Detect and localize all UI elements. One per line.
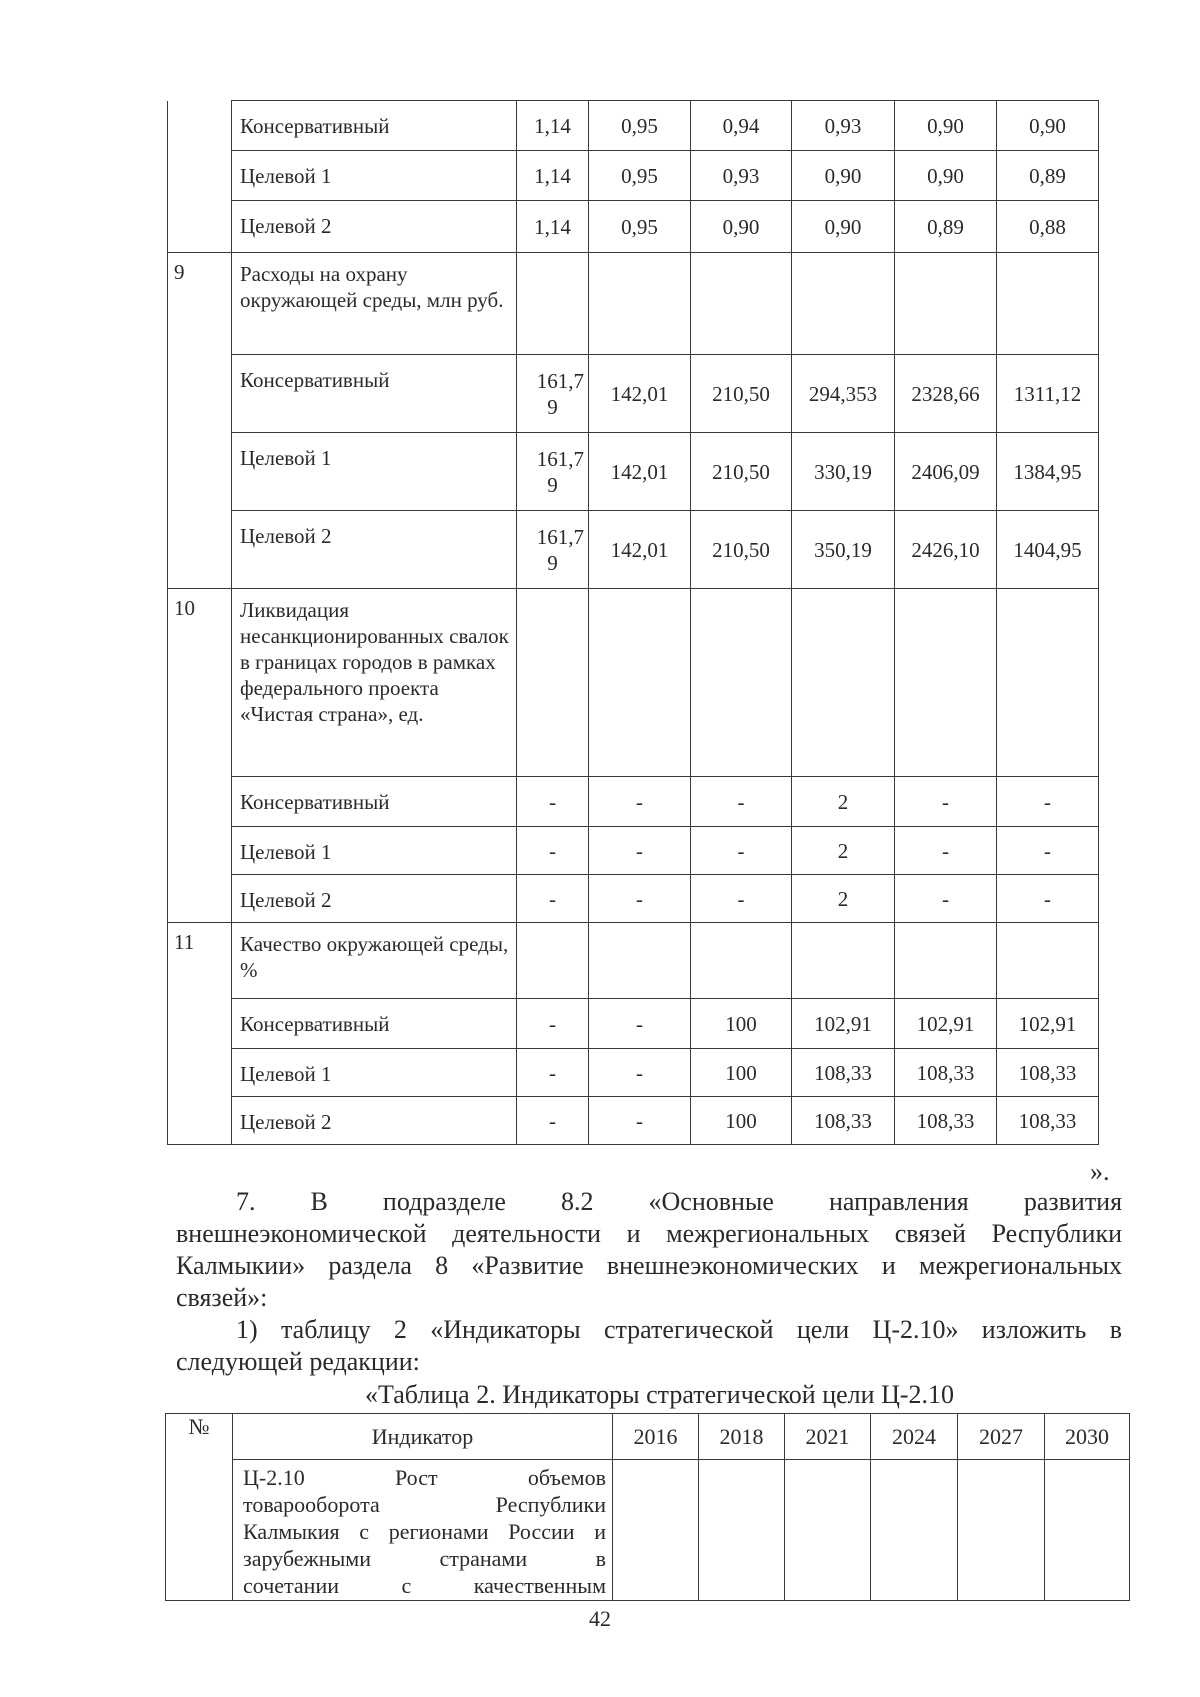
value-2027 <box>895 923 997 999</box>
indicator-label: Целевой 2 <box>232 201 517 253</box>
value-2016 <box>517 923 589 999</box>
value-2030: 1384,95 <box>997 433 1099 511</box>
table-row <box>168 875 1099 923</box>
closing-quote: ». <box>1090 1157 1110 1186</box>
table-row <box>168 827 1099 875</box>
header-number: № <box>166 1414 233 1601</box>
page-number: 42 <box>589 1606 611 1631</box>
table-row <box>168 1097 1099 1145</box>
value-2021: 100 <box>691 999 792 1049</box>
value-2016: - <box>517 1049 589 1097</box>
value-2018 <box>589 923 691 999</box>
indicator-label: Ликвидация несанкционированных свалок в границах городов в рамках федерального проекта «Чистая страна», ед. <box>232 589 517 777</box>
indicator-label: Консервативный <box>232 101 517 151</box>
value-2016 <box>613 1460 699 1601</box>
table-row <box>168 151 1099 201</box>
word: подразделе <box>382 1187 506 1216</box>
value-2027: 2328,66 <box>895 355 997 433</box>
value-2016: 1,14 <box>517 201 589 253</box>
value-2021: 0,90 <box>691 201 792 253</box>
table-row <box>168 777 1099 827</box>
value-2018: 0,95 <box>589 151 691 201</box>
row-number: 9 <box>168 253 232 589</box>
value-2027: - <box>895 777 997 827</box>
value-2016: - <box>517 875 589 923</box>
value-2027 <box>895 589 997 777</box>
value-2027 <box>958 1460 1045 1601</box>
value-2016 <box>517 511 589 589</box>
row-number: 10 <box>168 589 232 923</box>
value-2030: 1311,12 <box>997 355 1099 433</box>
paragraph-subitem-1 <box>176 1314 1122 1378</box>
value-2018: 0,95 <box>589 101 691 151</box>
value-2021: - <box>691 777 792 827</box>
value-2021: 210,50 <box>691 433 792 511</box>
value-split-top: 161,7 <box>536 524 584 549</box>
value-2021: 210,50 <box>691 355 792 433</box>
table-row <box>168 101 1099 151</box>
table-row <box>168 433 1099 511</box>
paragraph-line: Калмыкии» раздела 8 «Развитие внешнеэкономических и межрегиональных <box>176 1251 1122 1280</box>
indicator-label: Консервативный <box>232 777 517 827</box>
value-2018: - <box>589 875 691 923</box>
value-split-bottom: 9 <box>547 550 558 575</box>
table-header-row <box>166 1414 1130 1460</box>
row-number <box>168 101 232 253</box>
value-2018 <box>589 589 691 777</box>
value-2024 <box>792 923 895 999</box>
header-2024: 2024 <box>871 1414 958 1460</box>
value-2030: 102,91 <box>997 999 1099 1049</box>
value-2021: 0,94 <box>691 101 792 151</box>
table-row <box>168 999 1099 1049</box>
table-caption: «Таблица 2. Индикаторы стратегической цели Ц-2.10 <box>365 1380 954 1409</box>
value-2024: 330,19 <box>792 433 895 511</box>
value-2027: - <box>895 827 997 875</box>
value-2027: 0,89 <box>895 201 997 253</box>
value-2018 <box>699 1460 785 1601</box>
value-2018: 142,01 <box>589 433 691 511</box>
value-2030: - <box>997 827 1099 875</box>
strategic-goal-indicators-table <box>165 1413 1130 1601</box>
indicator-label: Целевой 1 <box>232 1049 517 1097</box>
indicator-label: Консервативный <box>232 999 517 1049</box>
table-row <box>166 1460 1130 1601</box>
header-indicator: Индикатор <box>233 1414 613 1460</box>
value-2027 <box>895 253 997 355</box>
value-2024: 0,90 <box>792 151 895 201</box>
value-2021 <box>691 923 792 999</box>
indicator-label: Целевой 2 <box>232 875 517 923</box>
paragraph-line: внешнеэкономической деятельности и межрегиональных связей Республики <box>176 1219 1122 1248</box>
value-2016 <box>517 253 589 355</box>
value-2021: 100 <box>691 1097 792 1145</box>
word: «Основные <box>648 1187 774 1216</box>
paragraph-amendment-7 <box>176 1186 1122 1314</box>
value-2016: - <box>517 1097 589 1145</box>
value-split-bottom: 9 <box>547 472 558 497</box>
header-2018: 2018 <box>699 1414 785 1460</box>
paragraph-line <box>176 1186 1122 1218</box>
indicator-label: Целевой 2 <box>232 511 517 589</box>
value-2030: - <box>997 875 1099 923</box>
value-split-bottom: 9 <box>547 394 558 419</box>
value-2021 <box>691 253 792 355</box>
value-2030 <box>997 253 1099 355</box>
value-2024 <box>792 589 895 777</box>
value-2030: 0,89 <box>997 151 1099 201</box>
value-2030: 108,33 <box>997 1049 1099 1097</box>
header-2030: 2030 <box>1045 1414 1130 1460</box>
value-2018: - <box>589 1097 691 1145</box>
value-2016: - <box>517 999 589 1049</box>
table-row <box>168 511 1099 589</box>
value-2027: 2426,10 <box>895 511 997 589</box>
value-split-top: 161,7 <box>536 368 584 393</box>
value-2030: - <box>997 777 1099 827</box>
value-2021: - <box>691 875 792 923</box>
value-2030 <box>997 589 1099 777</box>
value-2016 <box>517 433 589 511</box>
value-2027: - <box>895 875 997 923</box>
value-2027: 108,33 <box>895 1049 997 1097</box>
indicator-line: Ц-2.10 Рост объемов <box>243 1465 606 1490</box>
table-row <box>168 201 1099 253</box>
indicator-line: Калмыкия с регионами России и <box>243 1519 606 1544</box>
value-2016: - <box>517 777 589 827</box>
value-2024 <box>871 1460 958 1601</box>
value-split-top: 161,7 <box>536 446 584 471</box>
value-2024: 0,93 <box>792 101 895 151</box>
indicator-label: Целевой 1 <box>232 827 517 875</box>
indicator-label: Целевой 2 <box>232 1097 517 1145</box>
value-2030 <box>1045 1460 1130 1601</box>
indicator-label <box>233 1460 613 1601</box>
table-row <box>168 1049 1099 1097</box>
value-2018: 142,01 <box>589 511 691 589</box>
value-2030: 1404,95 <box>997 511 1099 589</box>
value-2018: 0,95 <box>589 201 691 253</box>
value-2024: 2 <box>792 777 895 827</box>
value-2027: 0,90 <box>895 151 997 201</box>
value-2016: 1,14 <box>517 101 589 151</box>
value-2021: 210,50 <box>691 511 792 589</box>
value-2030: 0,88 <box>997 201 1099 253</box>
table-row <box>168 923 1099 999</box>
item-number: 7. В <box>236 1187 328 1216</box>
word: направления <box>828 1187 969 1216</box>
table-row <box>168 355 1099 433</box>
indicator-label: Качество окружающей среды, % <box>232 923 517 999</box>
value-2016: - <box>517 827 589 875</box>
value-2030: 0,90 <box>997 101 1099 151</box>
indicator-label: Целевой 1 <box>232 433 517 511</box>
value-2030 <box>997 923 1099 999</box>
indicator-line: товарооборота Республики <box>243 1492 606 1517</box>
indicator-label: Расходы на охрану окружающей среды, млн руб. <box>232 253 517 355</box>
value-2027: 102,91 <box>895 999 997 1049</box>
header-2021: 2021 <box>785 1414 871 1460</box>
value-2018 <box>589 253 691 355</box>
paragraph-line: 1) таблицу 2 «Индикаторы стратегической цели Ц-2.10» изложить в <box>236 1315 1122 1344</box>
paragraph-line: следующей редакции: <box>176 1347 420 1376</box>
value-2030: 108,33 <box>997 1097 1099 1145</box>
paragraph-line: связей»: <box>176 1283 268 1312</box>
indicator-line: сочетании с качественным <box>243 1573 606 1598</box>
indicator-label: Консервативный <box>232 355 517 433</box>
value-2024: 2 <box>792 875 895 923</box>
value-2024: 102,91 <box>792 999 895 1049</box>
indicator-line: зарубежными странами в <box>243 1546 606 1571</box>
value-2021: 0,93 <box>691 151 792 201</box>
value-2018: - <box>589 827 691 875</box>
value-2024: 2 <box>792 827 895 875</box>
value-2018: - <box>589 777 691 827</box>
value-2021 <box>785 1460 871 1601</box>
header-2027: 2027 <box>958 1414 1045 1460</box>
value-2018: - <box>589 1049 691 1097</box>
word: развития <box>1023 1187 1123 1216</box>
value-2018: - <box>589 999 691 1049</box>
value-2024 <box>792 253 895 355</box>
value-2024: 108,33 <box>792 1049 895 1097</box>
value-2016 <box>517 589 589 777</box>
indicator-label: Целевой 1 <box>232 151 517 201</box>
value-2016: 1,14 <box>517 151 589 201</box>
value-2016 <box>517 355 589 433</box>
value-2024: 350,19 <box>792 511 895 589</box>
header-2016: 2016 <box>613 1414 699 1460</box>
value-2021: 100 <box>691 1049 792 1097</box>
value-2018: 142,01 <box>589 355 691 433</box>
word: 8.2 <box>560 1187 594 1216</box>
value-2024: 294,353 <box>792 355 895 433</box>
environment-indicators-table <box>167 100 1099 1145</box>
value-2024: 108,33 <box>792 1097 895 1145</box>
table-row <box>168 589 1099 777</box>
value-2027: 108,33 <box>895 1097 997 1145</box>
value-2021 <box>691 589 792 777</box>
row-number: 11 <box>168 923 232 1145</box>
value-2027: 2406,09 <box>895 433 997 511</box>
value-2027: 0,90 <box>895 101 997 151</box>
value-2021: - <box>691 827 792 875</box>
value-2024: 0,90 <box>792 201 895 253</box>
table-row <box>168 253 1099 355</box>
